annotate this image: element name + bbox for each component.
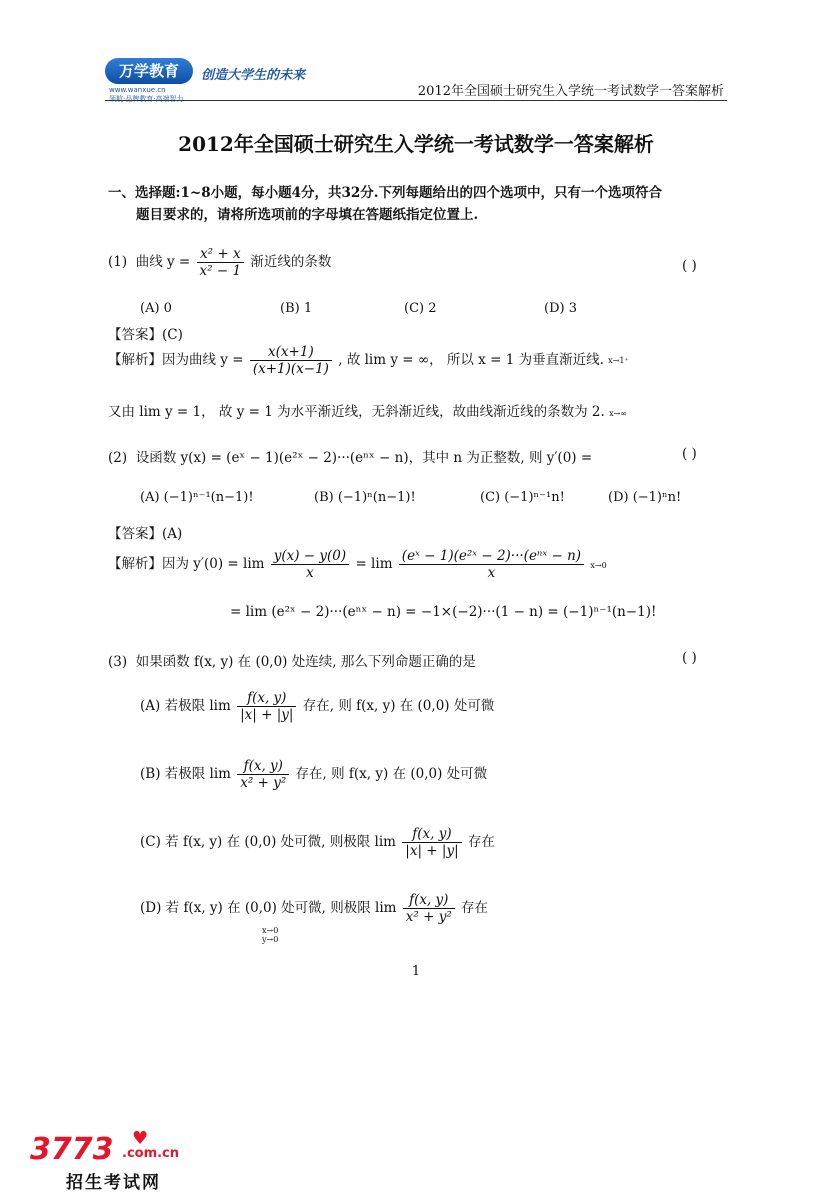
answer-label: 【答案】(C)	[108, 327, 183, 343]
fraction	[250, 344, 332, 377]
heart-icon: ♥	[132, 1128, 149, 1149]
option-text: 存在	[461, 900, 489, 916]
logo-tagline: 领航·品牌教育·高端智力	[109, 95, 184, 103]
answer-paren: ( )	[682, 650, 697, 666]
question-3-stem	[108, 650, 476, 670]
fraction-denominator: |x| + |y|	[240, 707, 294, 723]
option-text: (C) 若 f(x, y) 在 (0,0) 处可微, 则极限 lim	[140, 834, 396, 850]
fraction	[237, 690, 296, 723]
question-2-stem	[108, 446, 592, 466]
question-number: (1)	[108, 254, 128, 270]
page-title: 2012年全国硕士研究生入学统一考试数学一答案解析	[178, 132, 654, 156]
logo-badge: 万学教育	[105, 58, 193, 84]
page-number: 1	[411, 964, 421, 979]
option-text: 存在	[467, 834, 495, 850]
option-a: (A) (−1)ⁿ⁻¹(n−1)!	[140, 490, 254, 505]
option-text: (D) 若 f(x, y) 在 (0,0) 处可微, 则极限 lim	[140, 900, 397, 916]
limit-subscript	[262, 926, 278, 944]
answer-paren: ( )	[682, 446, 697, 462]
section-line-2: 题目要求的，请将所选项前的字母填在答题纸指定位置上.	[136, 207, 479, 223]
limit-subscript-y: y→0	[262, 935, 279, 944]
option-d: (D) 3	[544, 301, 577, 316]
logo	[105, 58, 306, 103]
stem-text: 如果函数 f(x, y) 在 (0,0) 处连续, 那么下列命题正确的是	[135, 654, 476, 670]
fraction	[402, 826, 461, 859]
section-instructions	[108, 182, 728, 226]
option-b	[140, 758, 487, 791]
section-line-1: 一、选择题:1~8小题，每小题4分，共32分.下列每题给出的四个选项中，只有一个选项符合	[108, 185, 662, 201]
fraction-numerator: f(x, y)	[237, 758, 289, 775]
question-number: (2)	[108, 450, 128, 466]
explanation-text: 【解析】因为 y′(0) = lim	[108, 556, 265, 572]
explanation-2b: = lim (e²ˣ − 2)···(eⁿˣ − n) = −1×(−2)···(1 − n) = (−1)ⁿ⁻¹(n−1)!	[230, 604, 657, 620]
stem-text: 曲线 y =	[135, 254, 191, 270]
fraction-denominator: x	[487, 565, 496, 581]
option-c: (C) (−1)ⁿ⁻¹n!	[480, 490, 565, 505]
option-d	[140, 892, 488, 925]
stem-text: 渐近线的条数	[250, 254, 332, 270]
fraction	[197, 246, 245, 279]
answer-paren: ( )	[682, 258, 697, 274]
limit-subscript: x→∞	[609, 409, 627, 418]
fraction-numerator: f(x, y)	[402, 826, 461, 843]
option-text: 存在, 则 f(x, y) 在 (0,0) 处可微	[295, 766, 488, 782]
fraction	[271, 548, 349, 581]
fraction-numerator: y(x) − y(0)	[271, 548, 349, 565]
option-text: (B) 若极限 lim	[140, 766, 231, 782]
fraction-numerator: x² + x	[197, 246, 245, 263]
answer-label: 【答案】(A)	[108, 526, 183, 542]
watermark-brand: 3773	[30, 1132, 114, 1167]
fraction	[403, 892, 455, 925]
option-a	[140, 690, 494, 723]
explanation-2	[108, 548, 607, 581]
option-text: 存在, 则 f(x, y) 在 (0,0) 处可微	[302, 698, 495, 714]
limit-subscript: x→0	[590, 561, 607, 570]
option-a: (A) 0	[140, 301, 172, 316]
option-text: (A) 若极限 lim	[140, 698, 231, 714]
option-b: (B) (−1)ⁿ(n−1)!	[314, 490, 416, 505]
fraction-denominator: x² − 1	[199, 263, 242, 279]
fraction-denominator: |x| + |y|	[405, 843, 459, 859]
option-b: (B) 1	[280, 301, 313, 316]
limit-subscript-x: x→0	[262, 926, 279, 935]
explanation-text: 又由 lim y = 1， 故 y = 1 为水平渐近线，无斜渐近线，故曲线渐近线的条数为 2.	[108, 404, 605, 420]
watermark-domain: .com.cn	[122, 1146, 180, 1161]
header-slogan: 创造大学生的未来	[201, 68, 306, 83]
explanation-text: , 故 lim y = ∞， 所以 x = 1 为垂直渐近线.	[338, 352, 604, 368]
fraction-numerator: (eˣ − 1)(e²ˣ − 2)···(eⁿˣ − n)	[399, 548, 584, 565]
header-title: 2012年全国硕士研究生入学统一考试数学一答案解析	[417, 84, 724, 99]
logo-url: www.wanxue.cn	[109, 86, 166, 94]
fraction-denominator: (x+1)(x−1)	[252, 361, 329, 377]
fraction-denominator: x² + y²	[405, 909, 452, 925]
watermark-subtitle: 招生考试网	[66, 1173, 161, 1193]
option-c	[140, 826, 495, 859]
fraction-denominator: x² + y²	[240, 775, 287, 791]
fraction-numerator: x(x+1)	[250, 344, 332, 361]
fraction-denominator: x	[306, 565, 314, 581]
explanation-1	[108, 344, 629, 377]
explanation-1b	[108, 400, 627, 420]
fraction	[399, 548, 584, 581]
limit-subscript: x→1⁺	[608, 355, 629, 365]
option-c: (C) 2	[404, 301, 437, 316]
option-d: (D) (−1)ⁿn!	[608, 490, 682, 505]
header-divider	[105, 100, 727, 101]
question-1-stem	[108, 246, 331, 279]
stem-text: 设函数 y(x) = (eˣ − 1)(e²ˣ − 2)···(eⁿˣ − n)，其中 n 为正整数, 则 y′(0) =	[135, 450, 593, 466]
fraction	[237, 758, 289, 791]
question-number: (3)	[108, 654, 128, 670]
explanation-text: 【解析】因为曲线 y =	[108, 352, 244, 368]
fraction-numerator: f(x, y)	[237, 690, 296, 707]
explanation-text: = lim	[355, 556, 393, 572]
fraction-numerator: f(x, y)	[403, 892, 455, 909]
